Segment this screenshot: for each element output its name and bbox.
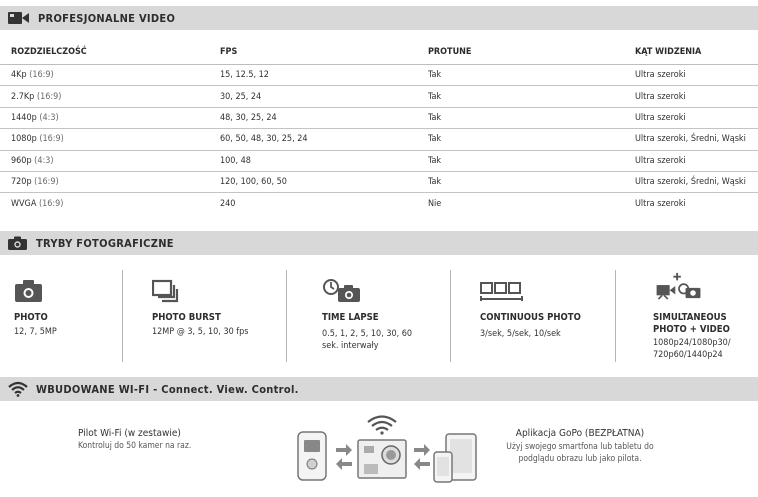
simultaneous-photo-video-icon bbox=[653, 272, 705, 300]
mode-desc: 0.5, 1, 2, 5, 10, 30, 60 bbox=[322, 329, 413, 339]
table-row bbox=[0, 172, 758, 193]
smartphone-icon bbox=[434, 452, 452, 482]
mode-desc-2: 720p60/1440p24 bbox=[653, 350, 723, 360]
wifi-section-title: WBUDOWANE WI-FI - Connect. View. Control. bbox=[36, 382, 299, 396]
mode-desc: 1080p24/1080p30/ bbox=[653, 338, 731, 348]
mode-desc: 12, 7, 5MP bbox=[14, 327, 57, 337]
resolution: 1440p bbox=[11, 112, 37, 123]
wifi-icon bbox=[368, 417, 396, 435]
header-protune: PROTUNE bbox=[428, 47, 472, 57]
fov-value: Ultra szeroki bbox=[635, 91, 686, 102]
mode-title: TIME LAPSE bbox=[322, 312, 379, 323]
mode-title: CONTINUOUS PHOTO bbox=[480, 312, 581, 323]
mode-title: SIMULTANEOUS bbox=[653, 312, 727, 323]
aspect-ratio: (16:9) bbox=[34, 177, 59, 188]
fps-value: 60, 50, 48, 30, 25, 24 bbox=[220, 134, 308, 145]
fps-value: 15, 12.5, 12 bbox=[220, 70, 269, 81]
resolution: 960p bbox=[11, 155, 32, 166]
table-row bbox=[0, 129, 758, 150]
mode-continuous-photo bbox=[450, 270, 615, 366]
photo-modes bbox=[0, 270, 758, 366]
protune-value: Tak bbox=[428, 70, 442, 81]
time-lapse-icon bbox=[322, 276, 364, 304]
fov-value: Ultra szeroki bbox=[635, 199, 686, 210]
protune-value: Tak bbox=[428, 91, 442, 102]
mode-desc: 3/sek, 5/sek, 10/sek bbox=[480, 329, 561, 339]
mode-desc-2: sek. interwały bbox=[322, 341, 379, 351]
protune-value: Tak bbox=[428, 177, 442, 188]
wifi-diagram bbox=[296, 412, 480, 484]
table-row bbox=[0, 65, 758, 86]
photo-burst-icon bbox=[152, 276, 186, 304]
header-resolution: ROZDZIELCZOŚĆ bbox=[11, 47, 87, 57]
header-fps: FPS bbox=[220, 47, 238, 57]
fps-value: 48, 30, 25, 24 bbox=[220, 112, 277, 123]
arrow-left-icon bbox=[414, 458, 430, 470]
aspect-ratio: (4:3) bbox=[39, 112, 59, 123]
arrow-right-icon bbox=[414, 444, 430, 456]
arrow-right-icon bbox=[336, 444, 352, 456]
mode-simultaneous bbox=[615, 270, 758, 366]
table-header bbox=[0, 40, 758, 65]
fps-value: 100, 48 bbox=[220, 155, 251, 166]
video-spec-table bbox=[0, 40, 758, 215]
fov-value: Ultra szeroki bbox=[635, 70, 686, 81]
wifi-section-header bbox=[0, 377, 758, 401]
gopro-camera-icon bbox=[358, 440, 406, 478]
fov-value: Ultra szeroki, Średni, Wąski bbox=[635, 134, 746, 145]
protune-value: Tak bbox=[428, 134, 442, 145]
mode-title-2: PHOTO + VIDEO bbox=[653, 324, 730, 335]
table-row bbox=[0, 151, 758, 172]
mode-photo-burst bbox=[122, 270, 286, 366]
wifi-app-title: Aplikacja GoPo (BEZPŁATNA) bbox=[515, 428, 645, 439]
wifi-icon bbox=[8, 381, 28, 397]
protune-value: Tak bbox=[428, 112, 442, 123]
photo-section-title: TRYBY FOTOGRAFICZNE bbox=[36, 236, 174, 250]
aspect-ratio: (16:9) bbox=[36, 91, 62, 102]
table-row bbox=[0, 193, 758, 214]
resolution: 2.7Kp bbox=[11, 91, 35, 102]
aspect-ratio: (4:3) bbox=[34, 155, 54, 166]
wifi-remote-icon bbox=[298, 432, 326, 480]
video-camera-icon bbox=[8, 11, 30, 25]
wifi-app-desc-1: Użyj swojego smartfona lub tabletu do bbox=[506, 442, 654, 452]
video-section-title: PROFESJONALNE VIDEO bbox=[38, 11, 176, 25]
mode-desc: 12MP @ 3, 5, 10, 30 fps bbox=[152, 327, 249, 337]
aspect-ratio: (16:9) bbox=[39, 134, 64, 145]
wifi-app-info bbox=[460, 428, 700, 465]
wifi-remote-title: Pilot Wi-Fi (w zestawie) bbox=[78, 428, 181, 439]
resolution: 720p bbox=[11, 177, 32, 188]
wifi-remote-info bbox=[78, 428, 191, 451]
video-section-header bbox=[0, 6, 758, 30]
fov-value: Ultra szeroki bbox=[635, 155, 686, 166]
fps-value: 30, 25, 24 bbox=[220, 91, 262, 102]
table-row bbox=[0, 86, 758, 107]
wifi-app-desc-2: podglądu obrazu lub jako pilota. bbox=[518, 454, 642, 464]
resolution: 4Kp bbox=[11, 70, 27, 81]
mode-photo bbox=[0, 270, 122, 366]
table-row bbox=[0, 108, 758, 129]
protune-value: Tak bbox=[428, 155, 442, 166]
fov-value: Ultra szeroki bbox=[635, 112, 686, 123]
mode-time-lapse bbox=[286, 270, 450, 366]
protune-value: Nie bbox=[428, 199, 442, 210]
camera-icon bbox=[14, 276, 44, 304]
wifi-remote-desc: Kontroluj do 50 kamer na raz. bbox=[78, 441, 192, 451]
mode-title: PHOTO bbox=[14, 312, 48, 323]
camera-icon bbox=[8, 236, 28, 250]
photo-section-header bbox=[0, 231, 758, 255]
header-fov: KĄT WIDZENIA bbox=[635, 47, 702, 57]
aspect-ratio: (16:9) bbox=[29, 70, 54, 81]
arrow-left-icon bbox=[336, 458, 352, 470]
aspect-ratio: (16:9) bbox=[38, 199, 64, 210]
fov-value: Ultra szeroki, Średni, Wąski bbox=[635, 177, 746, 188]
continuous-photo-icon bbox=[480, 276, 526, 304]
fps-value: 240 bbox=[220, 199, 236, 210]
resolution: 1080p bbox=[11, 134, 37, 145]
resolution: WVGA bbox=[11, 199, 37, 210]
mode-title: PHOTO BURST bbox=[152, 312, 221, 323]
fps-value: 120, 100, 60, 50 bbox=[220, 177, 287, 188]
